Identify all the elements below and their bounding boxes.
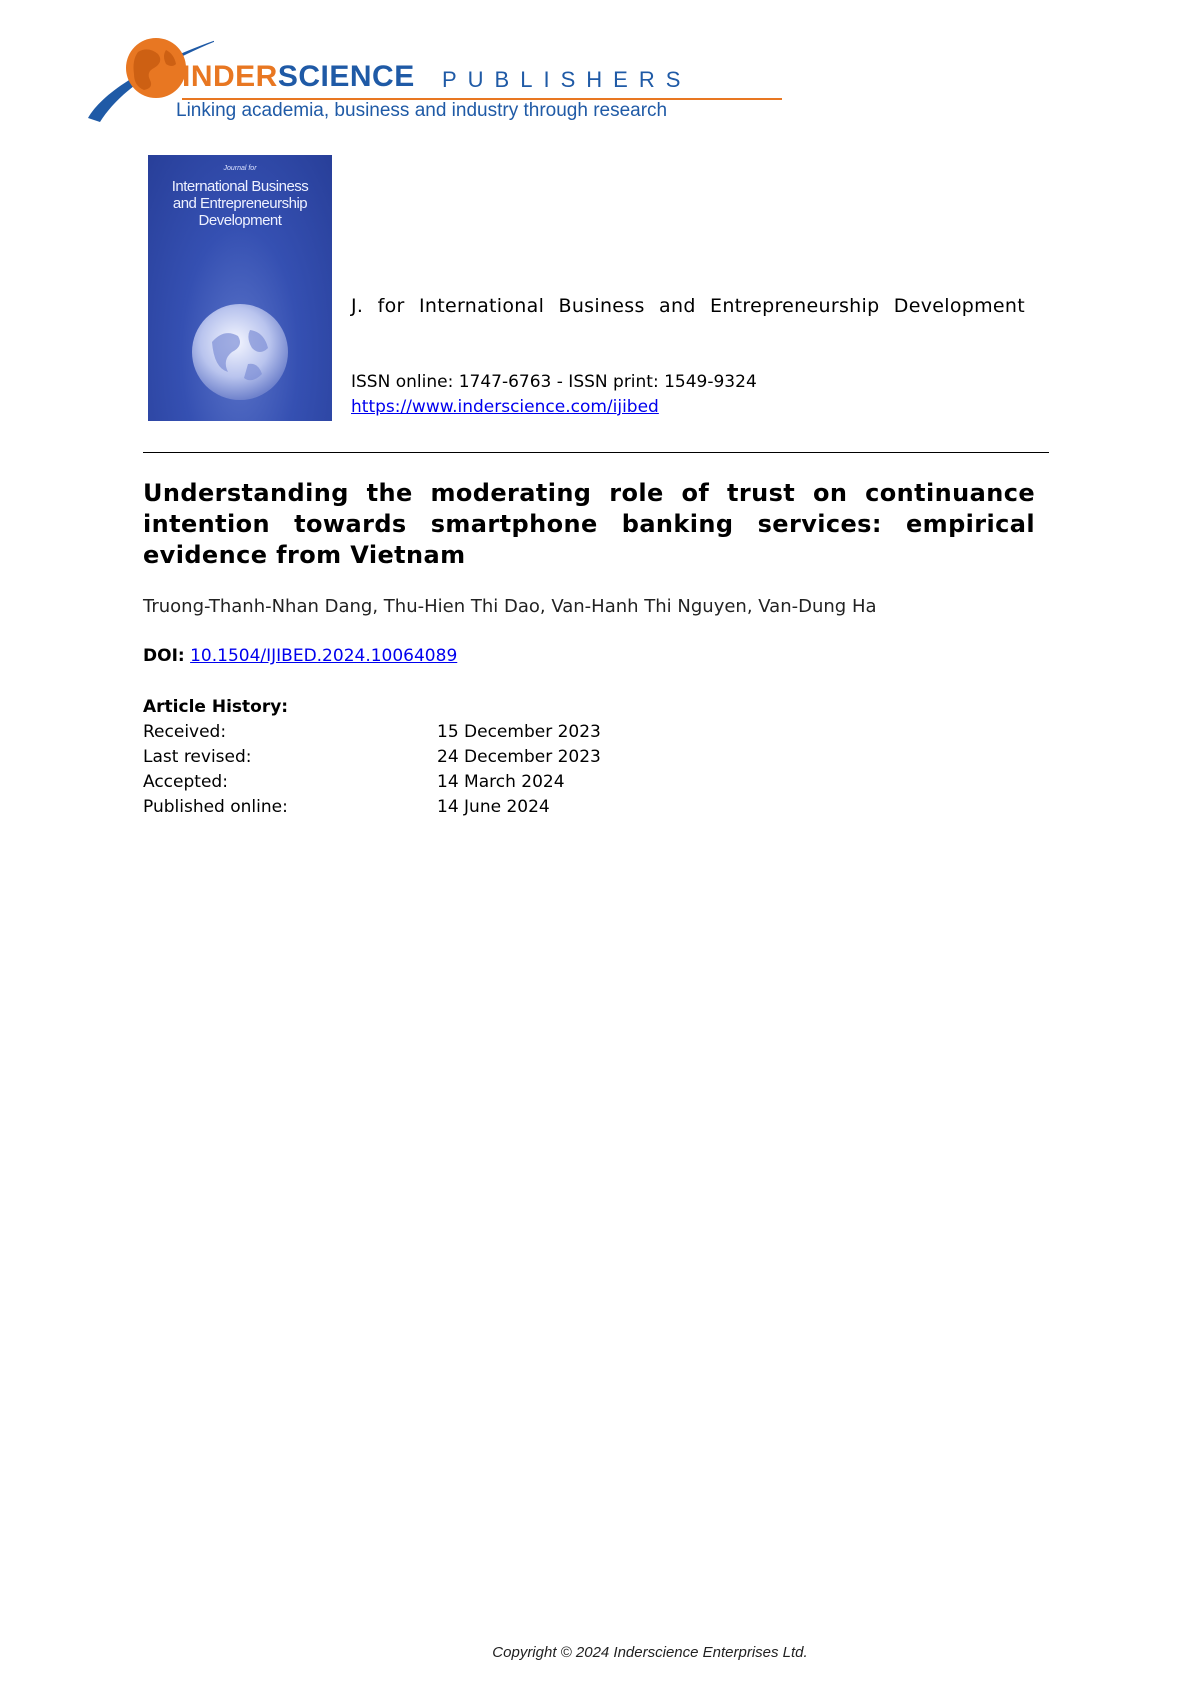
journal-issn: ISSN online: 1747-6763 - ISSN print: 1549-9324	[351, 372, 757, 392]
history-value: 14 March 2024	[437, 772, 565, 792]
history-value: 14 June 2024	[437, 797, 550, 817]
history-heading: Article History:	[143, 697, 289, 717]
brand-tagline: Linking academia, business and industry through research	[176, 100, 668, 121]
doi-label: DOI:	[143, 646, 185, 666]
article-authors: Truong-Thanh-Nhan Dang, Thu-Hien Thi Dao, Van-Hanh Thi Nguyen, Van-Dung Ha	[143, 596, 877, 617]
article-doi	[143, 646, 457, 666]
history-row	[143, 772, 743, 797]
history-value: 15 December 2023	[437, 722, 601, 742]
publisher-logo	[84, 30, 714, 126]
journal-url-link[interactable]: https://www.inderscience.com/ijibed	[351, 397, 659, 417]
history-label: Received:	[143, 722, 227, 742]
journal-cover	[148, 155, 332, 421]
history-row	[143, 722, 743, 747]
history-value: 24 December 2023	[437, 747, 601, 767]
brand-publishers: PUBLISHERS	[442, 67, 692, 92]
history-label: Published online:	[143, 797, 288, 817]
cover-title: International Business and Entrepreneurship Development	[171, 178, 309, 229]
history-label: Accepted:	[143, 772, 228, 792]
header-divider	[143, 452, 1049, 453]
doi-link[interactable]: 10.1504/IJIBED.2024.10064089	[190, 646, 458, 666]
brand-name: INDERSCIENCE	[182, 60, 415, 93]
journal-name: J. for International Business and Entrepreneurship Development	[351, 295, 1025, 317]
history-row	[143, 797, 743, 822]
history-label: Last revised:	[143, 747, 252, 767]
cover-small-text: Journal for	[223, 165, 257, 172]
article-history	[143, 722, 743, 822]
article-title: Understanding the moderating role of trust on continuance intention towards smartphone banking services: empirical evidence from Vietnam	[143, 479, 1035, 569]
history-row	[143, 747, 743, 772]
earth-icon	[190, 302, 290, 402]
copyright-notice: Copyright © 2024 Inderscience Enterprises Ltd.	[492, 1644, 808, 1661]
